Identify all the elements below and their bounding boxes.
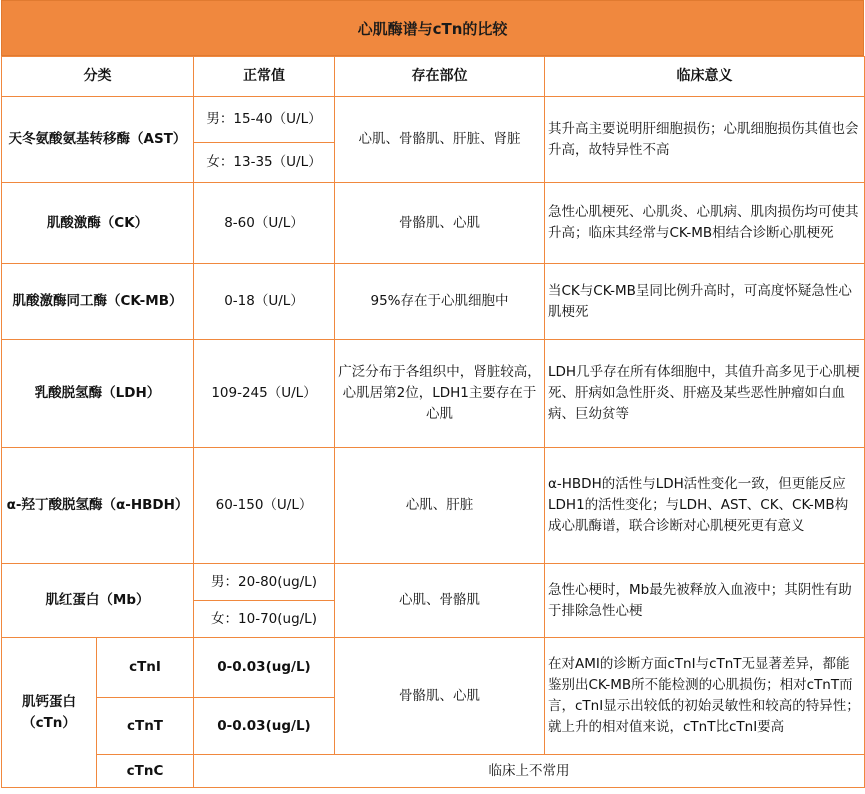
ck-significance: 急性心肌梗死、心肌炎、心肌病、肌肉损伤均可使其升高；临床其经常与CK-MB相结合诊断心肌梗死 (545, 183, 865, 264)
ctn-significance: 在对AMI的诊断方面cTnI与cTnT无显著差异，都能鉴别出CK-MB所不能检测的心肌损伤；相对cTnT而言，cTnI显示出较低的初始灵敏性和较高的特异性；就上升的相对值来说，cTnT比cTnI要高 (545, 638, 865, 755)
hbdh-name: α-羟丁酸脱氢酶（α-HBDH） (2, 448, 194, 564)
ctni-normal: 0-0.03(ug/L) (194, 638, 335, 698)
ctnt-label: cTnT (97, 698, 194, 755)
ck-location: 骨骼肌、心肌 (335, 183, 545, 264)
ctn-location: 骨骼肌、心肌 (335, 638, 545, 755)
header-category: 分类 (2, 57, 194, 97)
table-row-ldh (2, 340, 865, 448)
table-row-mb (2, 564, 865, 601)
comparison-document (1, 0, 864, 792)
ctni-label: cTnI (97, 638, 194, 698)
table-row-ckmb (2, 264, 865, 340)
ast-normal-female: 女：13-35（U/L） (194, 143, 335, 183)
ctnc-label: cTnC (97, 755, 194, 788)
mb-location: 心肌、骨骼肌 (335, 564, 545, 638)
table-row-hbdh (2, 448, 865, 564)
header-normal: 正常值 (194, 57, 335, 97)
table-row-ctnc (2, 755, 865, 788)
mb-normal-female: 女：10-70(ug/L) (194, 601, 335, 638)
ckmb-name: 肌酸激酶同工酶（CK-MB） (2, 264, 194, 340)
ldh-location: 广泛分布于各组织中，肾脏较高，心肌居第2位，LDH1主要存在于心肌 (335, 340, 545, 448)
ldh-normal: 109-245（U/L） (194, 340, 335, 448)
header-significance: 临床意义 (545, 57, 865, 97)
ldh-significance: LDH几乎存在所有体细胞中，其值升高多见于心肌梗死、肝病如急性肝炎、肝癌及某些恶性肿瘤如白血病、巨幼贫等 (545, 340, 865, 448)
ctn-name: 肌钙蛋白（cTn） (2, 638, 97, 788)
hbdh-significance: α-HBDH的活性与LDH活性变化一致，但更能反应LDH1的活性变化；与LDH、AST、CK、CK-MB构成心肌酶谱，联合诊断对心肌梗死更有意义 (545, 448, 865, 564)
document-title: 心肌酶谱与cTn的比较 (1, 0, 864, 56)
comparison-table (1, 56, 865, 788)
ldh-name: 乳酸脱氢酶（LDH） (2, 340, 194, 448)
table-row-ctni (2, 638, 865, 698)
ast-name: 天冬氨酸氨基转移酶（AST） (2, 97, 194, 183)
table-row-ck (2, 183, 865, 264)
mb-name: 肌红蛋白（Mb） (2, 564, 194, 638)
ck-normal: 8-60（U/L） (194, 183, 335, 264)
ctnc-note: 临床上不常用 (194, 755, 865, 788)
ast-normal-male: 男：15-40（U/L） (194, 97, 335, 143)
ast-location: 心肌、骨骼肌、肝脏、肾脏 (335, 97, 545, 183)
ckmb-significance: 当CK与CK-MB呈同比例升高时，可高度怀疑急性心肌梗死 (545, 264, 865, 340)
table-row-ast (2, 97, 865, 143)
ckmb-location: 95%存在于心肌细胞中 (335, 264, 545, 340)
mb-normal-male: 男：20-80(ug/L) (194, 564, 335, 601)
ctnt-normal: 0-0.03(ug/L) (194, 698, 335, 755)
header-location: 存在部位 (335, 57, 545, 97)
ast-significance: 其升高主要说明肝细胞损伤；心肌细胞损伤其值也会升高，故特异性不高 (545, 97, 865, 183)
ckmb-normal: 0-18（U/L） (194, 264, 335, 340)
hbdh-normal: 60-150（U/L） (194, 448, 335, 564)
hbdh-location: 心肌、肝脏 (335, 448, 545, 564)
header-row (2, 57, 865, 97)
mb-significance: 急性心梗时，Mb最先被释放入血液中；其阴性有助于排除急性心梗 (545, 564, 865, 638)
ck-name: 肌酸激酶（CK） (2, 183, 194, 264)
